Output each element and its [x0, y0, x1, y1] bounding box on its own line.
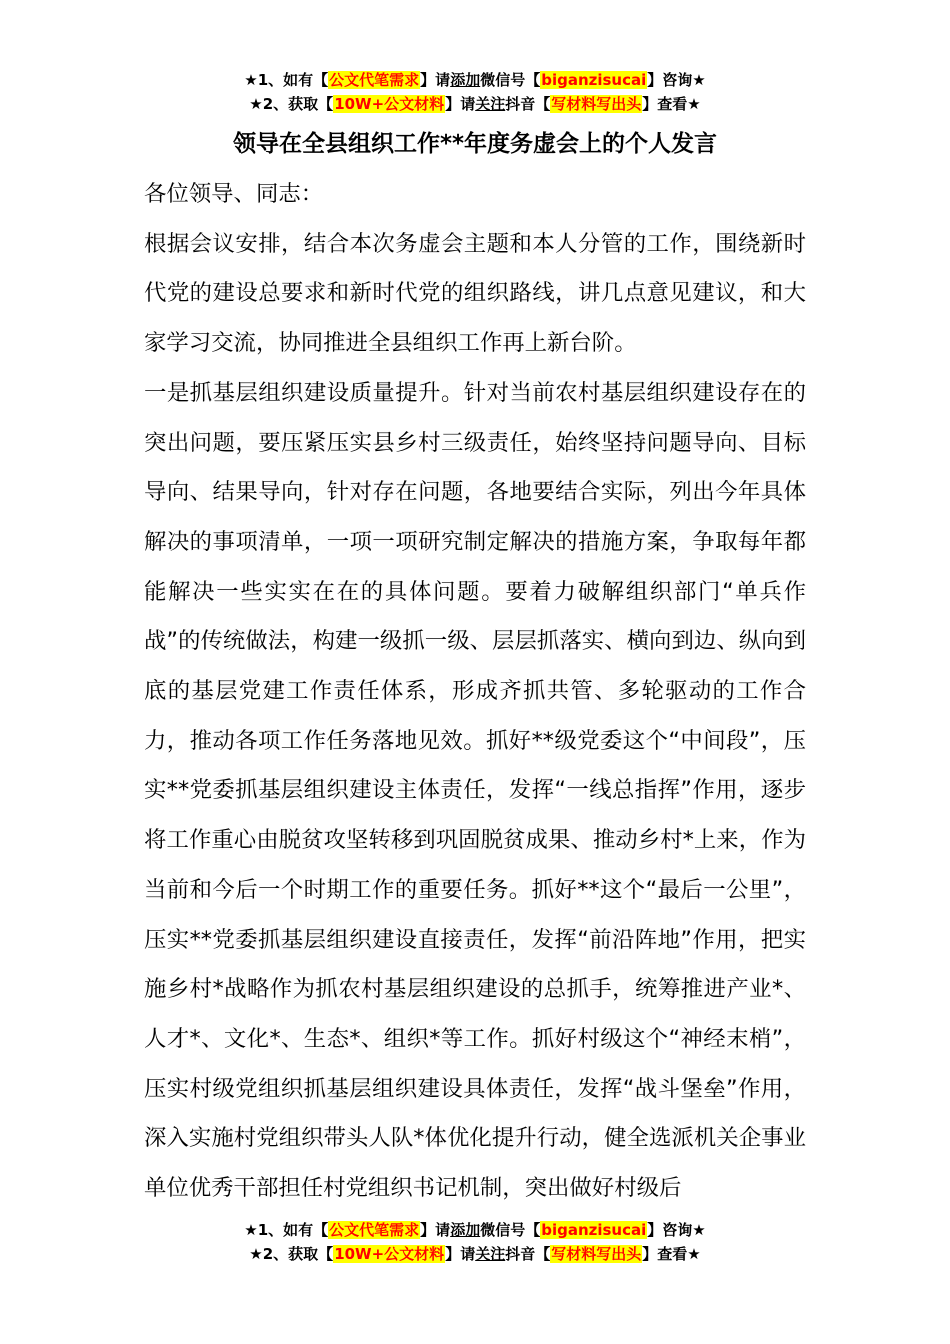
notice-text: ★2、获取【 [249, 1245, 334, 1263]
paragraph-point-1: 一是抓基层组织建设质量提升。针对当前农村基层组织建设存在的突出问题，要压紧压实县乡村三级责任，始终坚持问题导向、目标导向、结果导向，针对存在问题，各地要结合实际，列出今年具体解决的事项清单，一项一项研究制定解决的措施方案，争取每年都能解决一些实实在在的具体问题。要着力破解组织部门“单兵作战”的传统做法，构建一级抓一级、层层抓落实、横向到边、纵向到底的基层党建工作责任体系，形成齐抓共管、多轮驱动的工作合力，推动各项工作任务落地见效。抓好**级党委这个“中间段”，压实**党委抓基层组织建设主体责任，发挥“一线总指挥”作用，逐步将工作重心由脱贫攻坚转移到巩固脱贫成果、推动乡村*上来，作为当前和今后一个时期工作的重要任务。抓好**这个“最后一公里”，压实**党委抓基层组织建设直接责任，发挥“前沿阵地”作用，把实施乡村*战略作为抓农村基层组织建设的总抓手，统筹推进产业*、人才*、文化*、生态*、组织*等工作。抓好村级这个“神经末梢”，压实村级党组织抓基层组织建设具体责任，发挥“战斗堡垒”作用，深入实施村党组织带头人队*体优化提升行动，健全选派机关企事业单位优秀干部担任村党组织书记机制，突出做好村级后 [144, 379, 806, 1202]
notice-text: 】咨询★ [647, 1221, 706, 1239]
notice-text: ★2、获取【 [249, 95, 334, 113]
notice-text: 】咨询★ [647, 71, 706, 89]
notice-highlight: biganzisucai [541, 71, 647, 89]
notice-highlight: 写材料写出头 [551, 1245, 642, 1263]
notice-highlight: biganzisucai [541, 1221, 647, 1239]
notice-highlight: 写材料写出头 [551, 95, 642, 113]
notice-text: 】请 [420, 71, 451, 89]
document-title: 领导在全县组织工作**年度务虚会上的个人发言 [232, 131, 718, 157]
notice-text: 】请 [420, 1221, 451, 1239]
salutation: 各位领导、同志： [144, 181, 324, 207]
header-notice [0, 68, 950, 116]
notice-text: 】查看★ [642, 1245, 701, 1263]
notice-highlight: 10W+公文材料 [334, 1245, 445, 1263]
notice-underlined: 关注 [475, 95, 506, 113]
notice-line-2 [0, 92, 950, 116]
notice-text: 抖音【 [505, 1245, 551, 1263]
document-body [144, 170, 806, 1214]
notice-text: ★1、如有【 [244, 1221, 329, 1239]
notice-text: 】请 [445, 1245, 476, 1263]
notice-line-1 [0, 68, 950, 92]
notice-text: 微信号【 [480, 1221, 541, 1239]
notice-underlined: 添加 [450, 1221, 481, 1239]
notice-underlined: 添加 [450, 71, 481, 89]
notice-text: 】请 [445, 95, 476, 113]
notice-text: ★1、如有【 [244, 71, 329, 89]
notice-line-2 [0, 1242, 950, 1266]
notice-text: 】查看★ [642, 95, 701, 113]
notice-highlight: 10W+公文材料 [334, 95, 445, 113]
notice-highlight: 公文代笔需求 [329, 1221, 420, 1239]
notice-underlined: 关注 [475, 1245, 506, 1263]
notice-text: 微信号【 [480, 71, 541, 89]
notice-text: 抖音【 [505, 95, 551, 113]
notice-line-1 [0, 1218, 950, 1242]
notice-highlight: 公文代笔需求 [329, 71, 420, 89]
footer-notice [0, 1218, 950, 1266]
paragraph-intro: 根据会议安排，结合本次务虚会主题和本人分管的工作，围绕新时代党的建设总要求和新时代党的组织路线，讲几点意见建议，和大家学习交流，协同推进全县组织工作再上新台阶。 [144, 230, 806, 357]
